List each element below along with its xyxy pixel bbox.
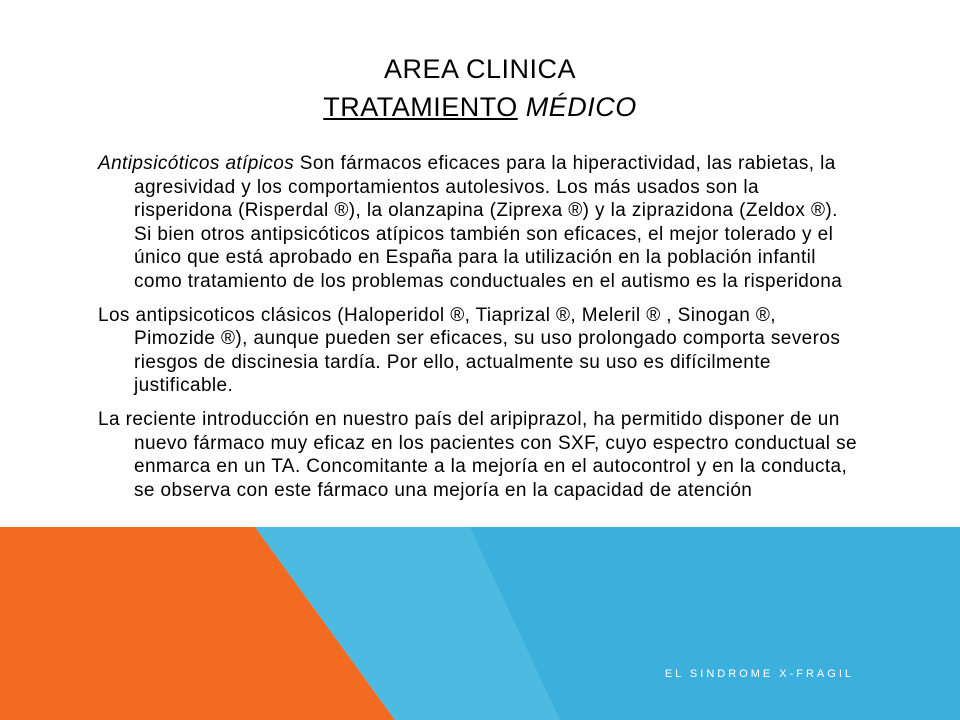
paragraph-text: Los antipsicoticos clásicos (Haloperidol ®, Tiaprizal ®, Meleril ® , Sinogan ®, Pimozide ®), aunque pueden ser eficaces, su uso prolongado comporta severos riesgos de discinesia tardía. Por ello, actualmente su uso es difícilmente justificable.	[98, 304, 841, 397]
slide-title	[0, 50, 960, 126]
paragraph-aripiprazole	[98, 408, 858, 502]
title-italic-word: MÉDICO	[525, 92, 637, 122]
paragraph-classic-antipsychotics	[98, 304, 858, 398]
paragraph-text: Son fármacos eficaces para la hiperactividad, las rabietas, la agresividad y los comportamientos autolesivos. Los más usados son la risperidona (Risperdal ®), la olanzapina (Ziprexa ®) y la ziprazidona (Zeldox ®). Si bien otros antipsicóticos atípicos también son eficaces, el mejor tolerado y el único que está aprobado en España para la utilización en la población infantil como tratamiento de los problemas conductuales en el autismo es la risperidona	[134, 153, 843, 292]
title-underlined-word: TRATAMIENTO	[323, 92, 518, 122]
paragraph-lead: Antipsicóticos atípicos	[98, 153, 295, 174]
slide-footer: EL SINDROME X-FRAGIL	[664, 668, 854, 680]
title-line-2	[0, 88, 960, 126]
paragraph-text: La reciente introducción en nuestro país del aripiprazol, ha permitido disponer de un nuevo fármaco muy eficaz en los pacientes con SXF, cuyo espectro conductual se enmarca en un TA. Concomitante a la mejoría en el autocontrol y en la conducta, se observa con este fármaco una mejoría en la capacidad de atención	[98, 408, 857, 501]
paragraph-atypical-antipsychotics	[98, 152, 858, 294]
title-line-1: AREA CLINICA	[383, 54, 577, 84]
slide-body	[98, 152, 858, 512]
